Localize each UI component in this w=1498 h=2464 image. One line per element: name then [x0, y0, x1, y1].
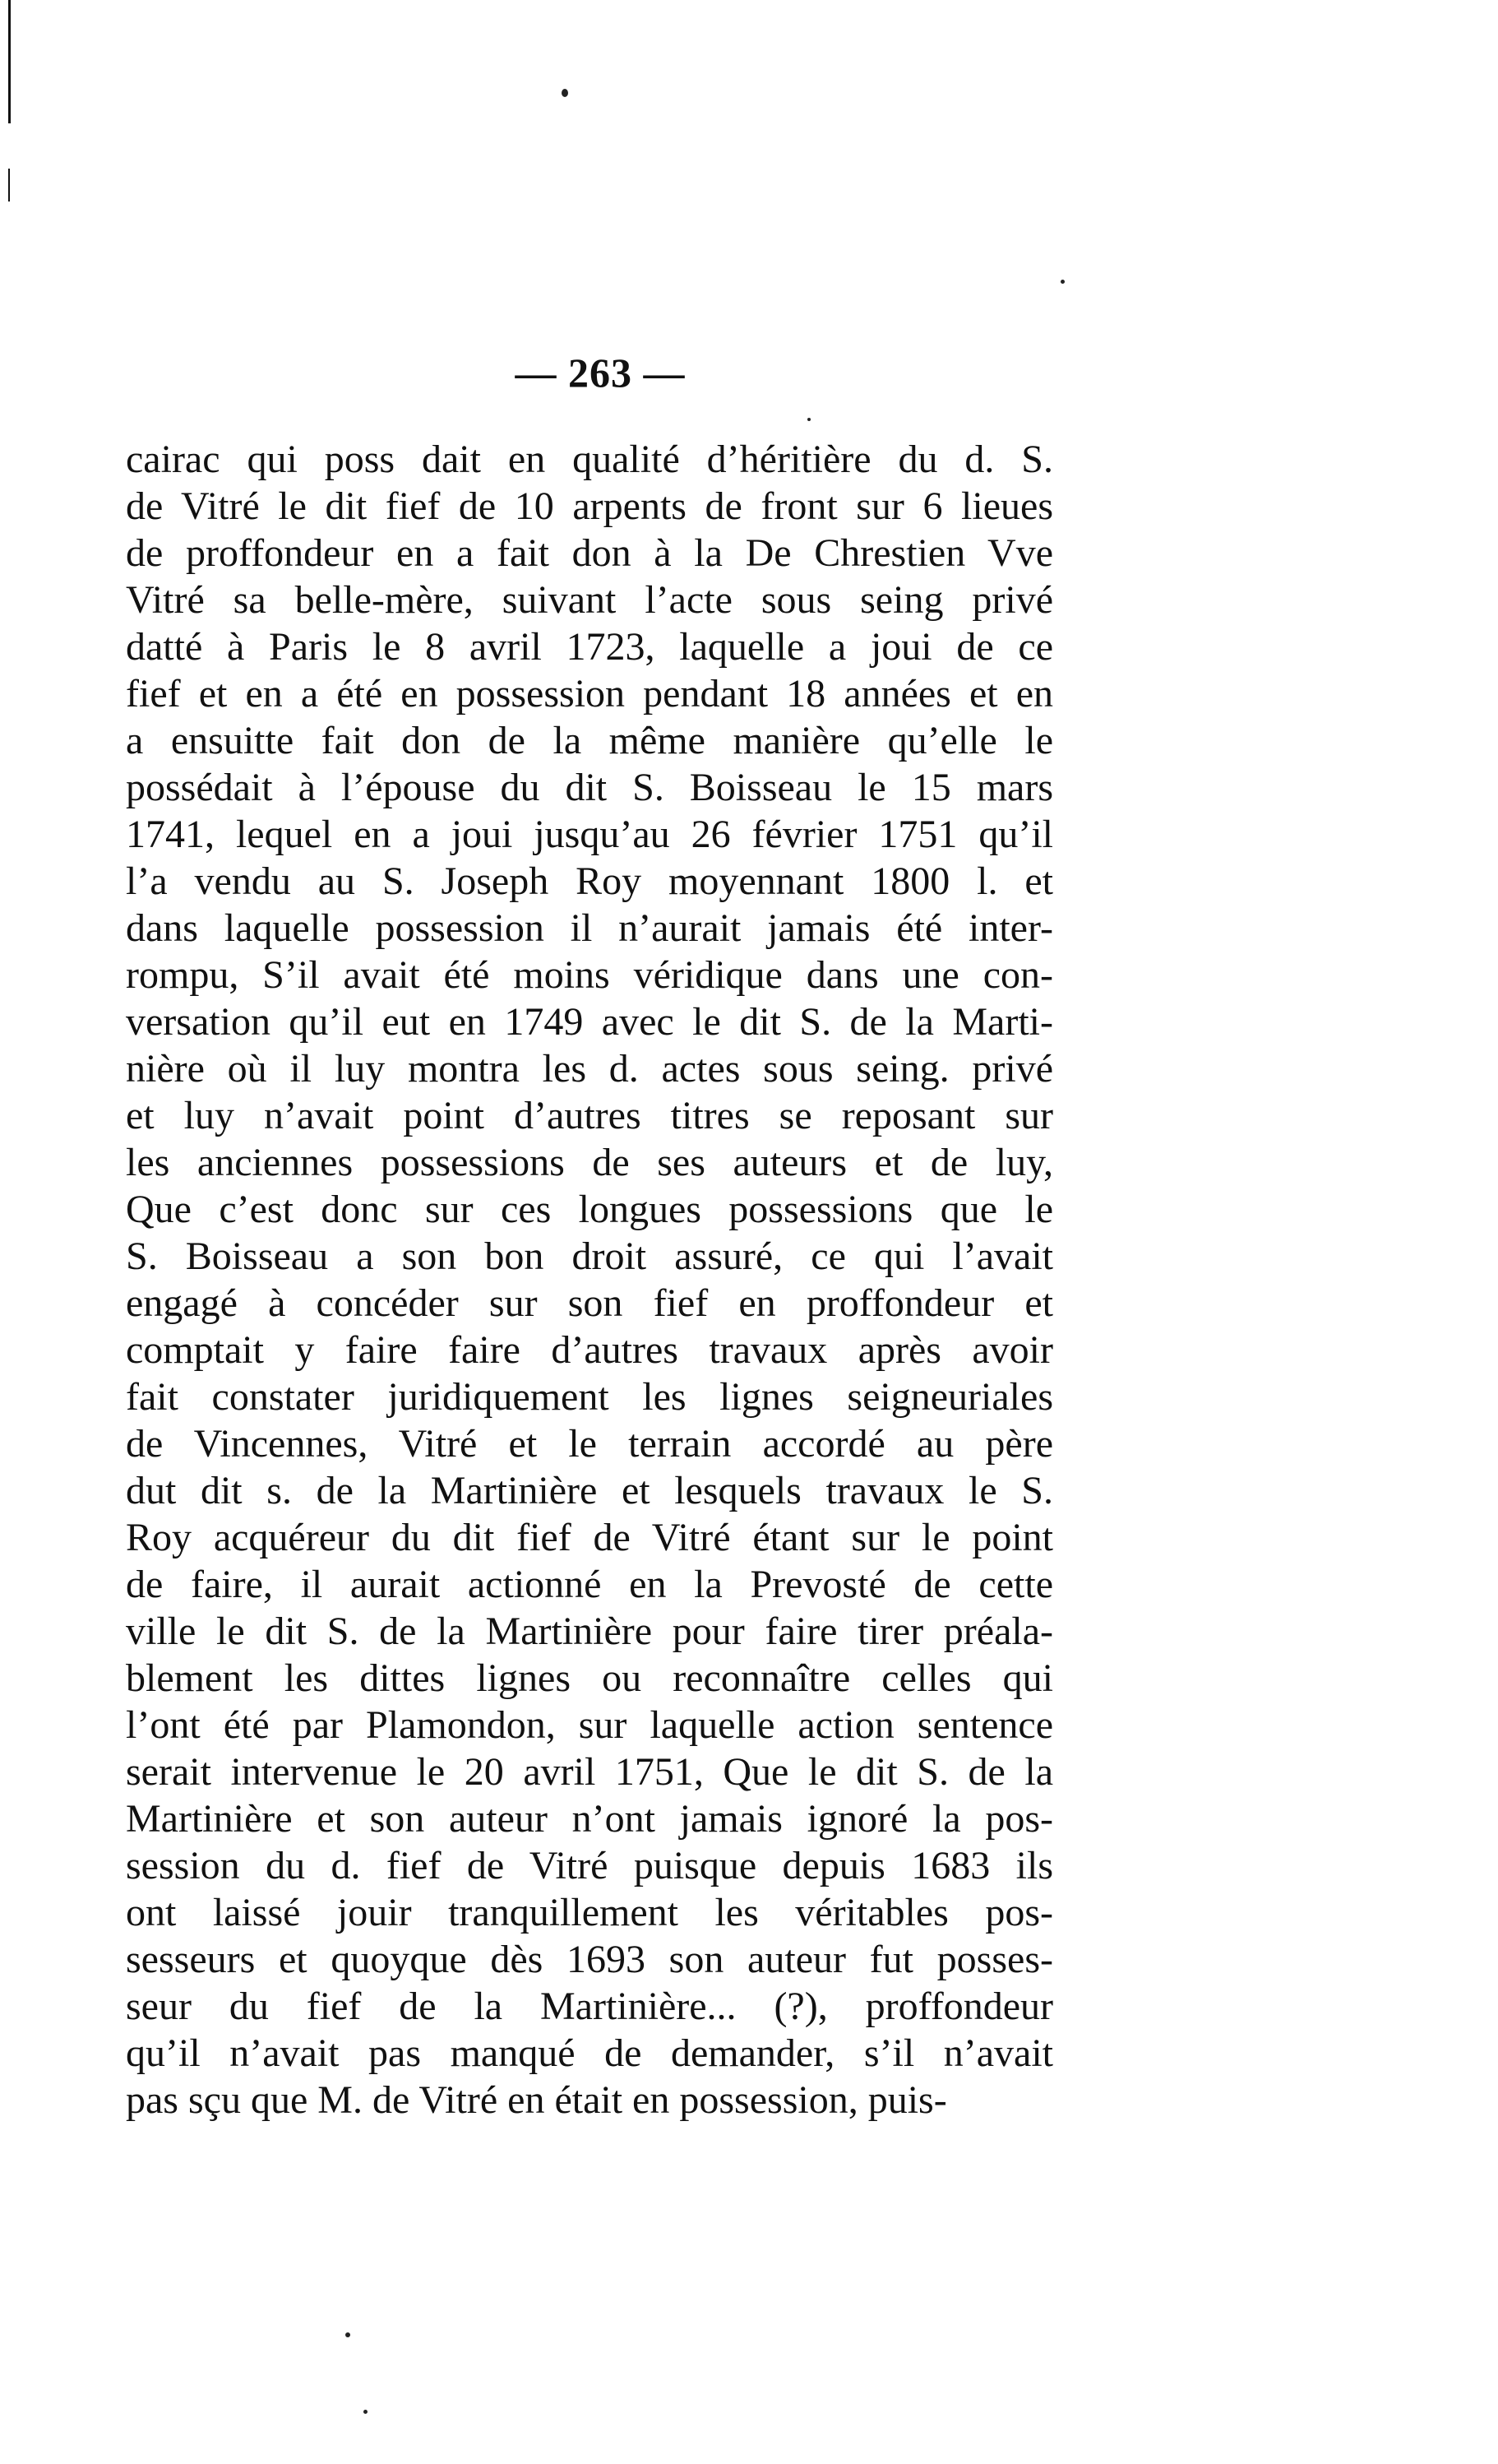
text-line: cairac qui poss dait en qualité d’héritière du d. S.: [126, 438, 1053, 481]
text-line: l’a vendu au S. Joseph Roy moyennant 1800 l. et: [126, 859, 1053, 903]
text-line: ont laissé jouir tranquillement les véritables pos-: [126, 1891, 1053, 1934]
text-line: de Vincennes, Vitré et le terrain accordé au père: [126, 1422, 1053, 1466]
text-line: qu’il n’avait pas manqué de demander, s’il n’avait: [126, 2031, 1053, 2075]
text-line: a ensuitte fait don de la même manière qu’elle le: [126, 719, 1053, 762]
text-line: seur du fief de la Martinière... (?), proffondeur: [126, 1985, 1053, 2028]
text-line: versation qu’il eut en 1749 avec le dit S. de la Marti-: [126, 1000, 1053, 1044]
page-number: — 263 —: [515, 350, 686, 396]
ink-speck: [1061, 280, 1065, 284]
ink-speck: [562, 89, 568, 97]
text-line: comptait y faire faire d’autres travaux après avoir: [126, 1328, 1053, 1372]
text-line: de Vitré le dit fief de 10 arpents de front sur 6 lieues: [126, 484, 1053, 528]
text-line: pas sçu que M. de Vitré en était en possession, puis-: [126, 2078, 947, 2122]
ink-speck: [345, 2332, 350, 2337]
text-line: fief et en a été en possession pendant 18 années et en: [126, 672, 1053, 716]
text-line: fait constater juridiquement les lignes seigneuriales: [126, 1375, 1053, 1419]
text-line: les anciennes possessions de ses auteurs et de luy,: [126, 1141, 1053, 1184]
ink-speck: [363, 2410, 368, 2414]
text-line: nière où il luy montra les d. actes sous seing. privé: [126, 1047, 1053, 1091]
text-line: 1741, lequel en a joui jusqu’au 26 février 1751 qu’il: [126, 813, 1053, 856]
body-text: [126, 436, 1053, 2124]
text-line: blement les dittes lignes ou reconnaître celles qui: [126, 1656, 1053, 1700]
scan-edge-mark: [8, 169, 10, 201]
text-line: Vitré sa belle-mère, suivant l’acte sous seing privé: [126, 578, 1053, 622]
text-line: de proffondeur en a fait don à la De Chrestien Vve: [126, 531, 1053, 575]
text-line: ville le dit S. de la Martinière pour faire tirer préala-: [126, 1609, 1053, 1653]
text-line: sesseurs et quoyque dès 1693 son auteur fut posses-: [126, 1938, 1053, 1981]
text-line: l’ont été par Plamondon, sur laquelle action sentence: [126, 1703, 1053, 1747]
text-line: serait intervenue le 20 avril 1751, Que le dit S. de la: [126, 1750, 1053, 1794]
text-line: Roy acquéreur du dit fief de Vitré étant sur le point: [126, 1516, 1053, 1559]
ink-speck: [807, 418, 811, 421]
text-line: et luy n’avait point d’autres titres se reposant sur: [126, 1094, 1053, 1137]
text-line: rompu, S’il avait été moins véridique dans une con-: [126, 953, 1053, 997]
text-line: session du d. fief de Vitré puisque depuis 1683 ils: [126, 1844, 1053, 1887]
text-line: engagé à concéder sur son fief en proffondeur et: [126, 1281, 1053, 1325]
text-line: possédait à l’épouse du dit S. Boisseau le 15 mars: [126, 766, 1053, 809]
text-line: de faire, il aurait actionné en la Prevosté de cette: [126, 1563, 1053, 1606]
scan-edge-mark: [8, 0, 11, 123]
text-line: dut dit s. de la Martinière et lesquels travaux le S.: [126, 1469, 1053, 1512]
text-line: S. Boisseau a son bon droit assuré, ce qui l’avait: [126, 1234, 1053, 1278]
text-line: Martinière et son auteur n’ont jamais ignoré la pos-: [126, 1797, 1053, 1841]
text-line: dans laquelle possession il n’aurait jamais été inter-: [126, 906, 1053, 950]
text-line: Que c’est donc sur ces longues possessions que le: [126, 1188, 1053, 1231]
text-line: datté à Paris le 8 avril 1723, laquelle a joui de ce: [126, 625, 1053, 669]
